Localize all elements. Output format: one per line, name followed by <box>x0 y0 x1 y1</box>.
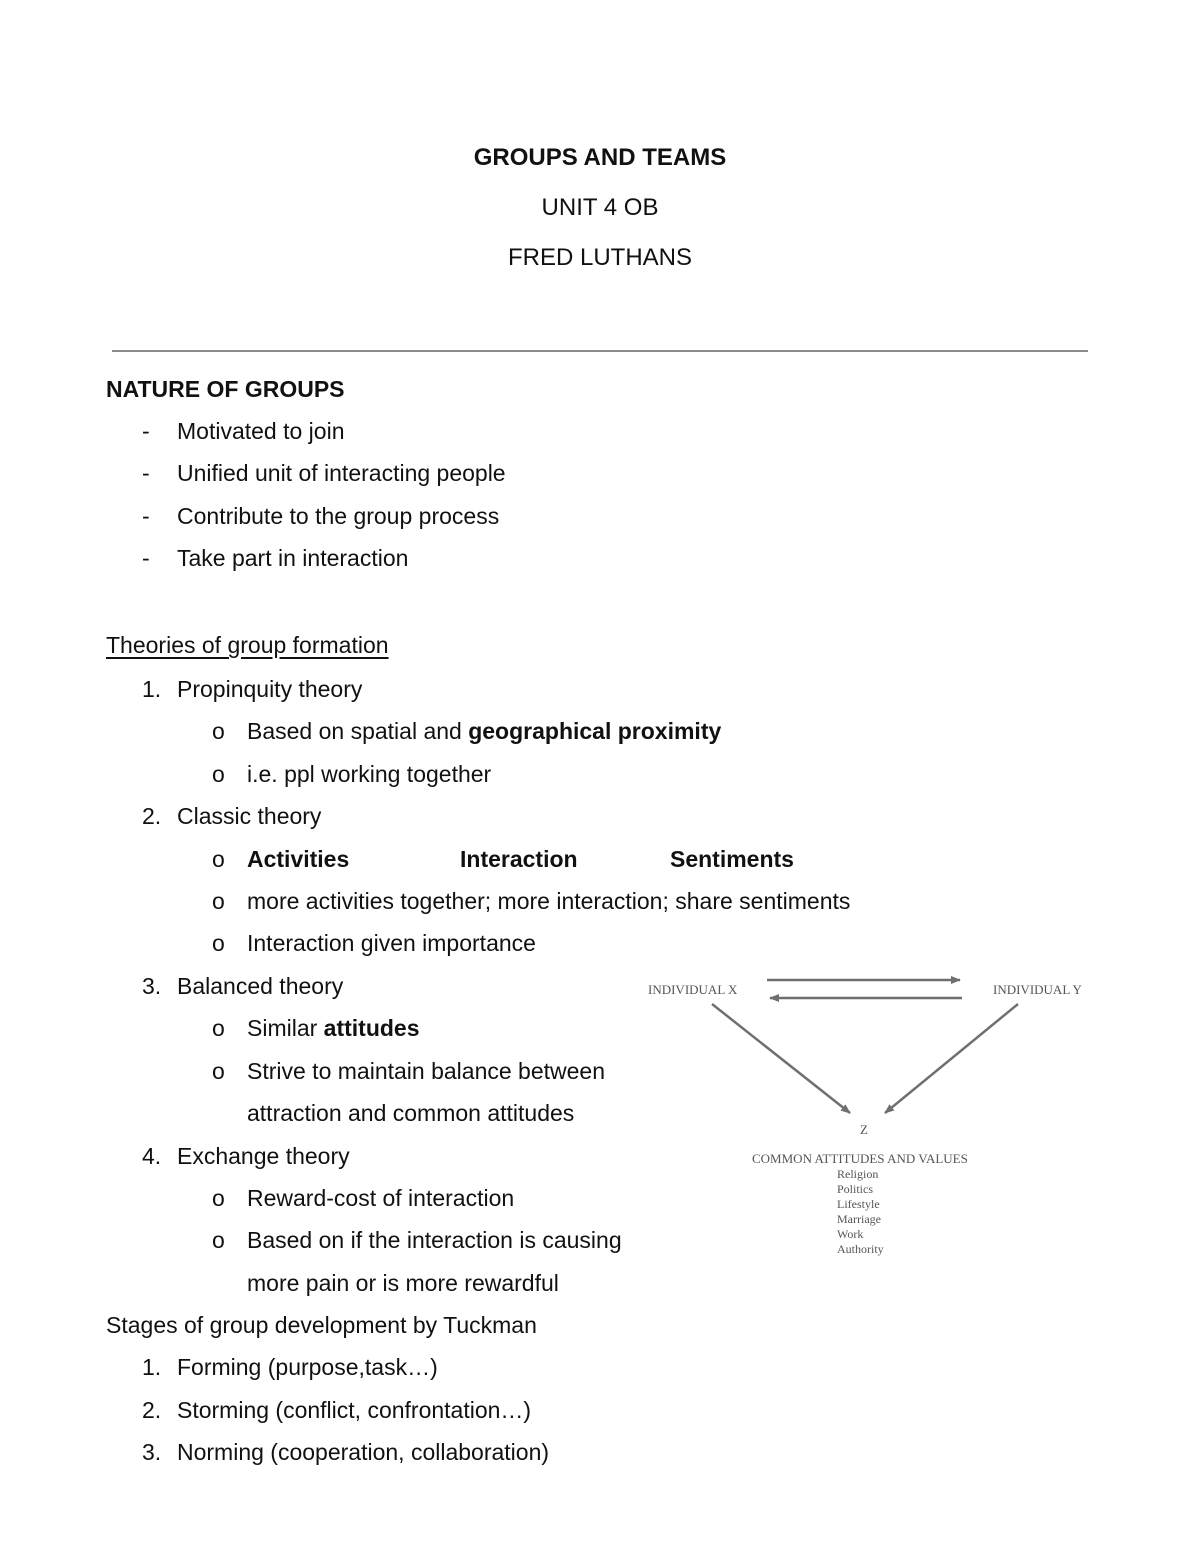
sub-item-emphasis: attitudes <box>323 1015 420 1041</box>
theory-title: Exchange theory <box>177 1143 350 1169</box>
stage-item: Norming (cooperation, collaboration) <box>177 1439 550 1465</box>
common-values-caption: COMMON ATTITUDES AND VALUES <box>752 1151 968 1166</box>
sub-item <box>247 1017 420 1040</box>
dash-bullet: - <box>142 503 150 529</box>
theory-title: Balanced theory <box>177 973 344 999</box>
triad-activities: Activities <box>247 846 350 872</box>
sub-item: Strive to maintain balance between <box>247 1058 605 1084</box>
sub-item <box>247 720 721 743</box>
theory-title: Propinquity theory <box>177 676 363 702</box>
dash-bullet: - <box>142 460 150 486</box>
balance-theory-diagram <box>640 970 1100 1260</box>
list-number: 2. <box>142 803 162 829</box>
dash-bullet: - <box>142 418 150 444</box>
document-title: GROUPS AND TEAMS <box>473 144 727 171</box>
sub-item: Reward-cost of interaction <box>247 1185 515 1211</box>
list-item: Unified unit of interacting people <box>177 460 506 486</box>
document-subtitle: UNIT 4 OB <box>541 194 659 221</box>
list-item: Contribute to the group process <box>177 503 500 529</box>
sub-item-continuation: attraction and common attitudes <box>247 1100 575 1126</box>
circle-bullet: o <box>212 888 225 914</box>
circle-bullet: o <box>212 1015 225 1041</box>
sub-item-continuation: more pain or is more rewardful <box>247 1270 559 1296</box>
value-item: Religion <box>837 1167 879 1181</box>
stage-item: Storming (conflict, confrontation…) <box>177 1397 532 1423</box>
value-item: Authority <box>837 1242 884 1256</box>
stage-item: Forming (purpose,task…) <box>177 1354 438 1380</box>
sub-item: Interaction given importance <box>247 930 536 956</box>
value-item: Work <box>837 1227 864 1241</box>
section-heading-theories: Theories of group formation <box>106 632 389 658</box>
list-number: 3. <box>142 973 162 999</box>
value-item: Marriage <box>837 1212 881 1226</box>
sub-item: more activities together; more interaction; share sentiments <box>247 888 851 914</box>
value-item: Politics <box>837 1182 874 1196</box>
sub-item: i.e. ppl working together <box>247 761 492 787</box>
list-number: 1. <box>142 1354 162 1380</box>
circle-bullet: o <box>212 718 225 744</box>
list-number: 3. <box>142 1439 162 1465</box>
horizontal-divider <box>112 350 1088 352</box>
value-item: Lifestyle <box>837 1197 880 1211</box>
sub-item-text: Similar <box>247 1015 324 1041</box>
section-heading-stages: Stages of group development by Tuckman <box>106 1312 537 1338</box>
sub-item-text: Based on spatial and <box>247 718 469 744</box>
circle-bullet: o <box>212 1227 225 1253</box>
dash-bullet: - <box>142 545 150 571</box>
list-item: Take part in interaction <box>177 545 409 571</box>
list-number: 4. <box>142 1143 162 1169</box>
triad-interaction: Interaction <box>460 846 578 872</box>
arrow-x-to-z <box>712 1004 850 1113</box>
circle-bullet: o <box>212 761 225 787</box>
list-item: Motivated to join <box>177 418 345 444</box>
sub-item-emphasis: geographical proximity <box>468 718 722 744</box>
document-author: FRED LUTHANS <box>507 244 693 271</box>
triad-sentiments: Sentiments <box>670 846 794 872</box>
individual-x-label: INDIVIDUAL X <box>648 982 738 997</box>
circle-bullet: o <box>212 930 225 956</box>
circle-bullet: o <box>212 1058 225 1084</box>
circle-bullet: o <box>212 1185 225 1211</box>
list-number: 1. <box>142 676 162 702</box>
theory-title: Classic theory <box>177 803 322 829</box>
arrow-y-to-z <box>885 1004 1018 1113</box>
section-heading-nature: NATURE OF GROUPS <box>106 376 345 402</box>
list-number: 2. <box>142 1397 162 1423</box>
z-label: Z <box>860 1122 868 1137</box>
circle-bullet: o <box>212 846 225 872</box>
sub-item: Based on if the interaction is causing <box>247 1227 622 1253</box>
individual-y-label: INDIVIDUAL Y <box>993 982 1082 997</box>
